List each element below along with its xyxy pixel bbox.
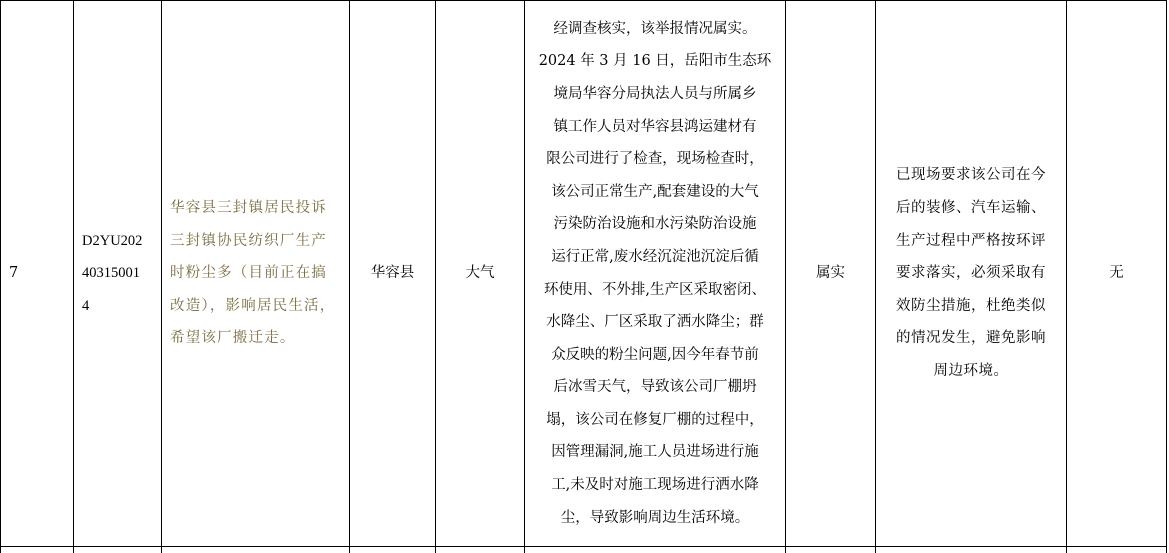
investigation-line: 经调查核实，该举报情况属实。 <box>533 13 777 46</box>
empty-cell <box>786 547 876 553</box>
investigation-line: 限公司进行了检查，现场检查时， <box>533 143 777 176</box>
investigation-line: 2024 年 3 月 16 日，岳阳市生态环 <box>533 45 777 78</box>
investigation-line: 该公司正常生产,配套建设的大气 <box>533 176 777 209</box>
complaint-line: 改造），影响居民生活， <box>170 290 341 323</box>
investigation-line: 众反映的粉尘问题,因今年春节前 <box>533 339 777 372</box>
investigation-line: 因管理漏洞,施工人员进场进行施 <box>533 436 777 469</box>
table-row-partial <box>1 547 1167 553</box>
measure-line: 要求落实，必须采取有 <box>884 257 1058 290</box>
complaint-content-cell <box>162 1 350 547</box>
investigation-line: 后冰雪天气，导致该公司厂棚坍 <box>533 371 777 404</box>
investigation-cell <box>525 1 786 547</box>
measure-line: 的情况发生，避免影响 <box>884 322 1058 355</box>
investigation-line: 污染防治设施和水污染防治设施 <box>533 208 777 241</box>
pollution-category: 大气 <box>466 265 495 281</box>
investigation-line: 工,未及时对施工现场进行洒水降 <box>533 469 777 502</box>
empty-cell <box>525 547 786 553</box>
empty-cell <box>876 547 1067 553</box>
measure-line: 后的装修、汽车运输、 <box>884 192 1058 225</box>
accountability: 无 <box>1109 265 1124 281</box>
case-code-line: 40315001 <box>82 257 153 290</box>
measure-line: 周边环境。 <box>884 355 1058 388</box>
county: 华容县 <box>371 265 415 281</box>
measures-cell <box>876 1 1067 547</box>
row-index-cell <box>1 1 74 547</box>
complaint-line: 希望该厂搬迁走。 <box>170 322 341 355</box>
measure-line: 生产过程中严格按环评 <box>884 225 1058 258</box>
case-code-line: D2YU202 <box>82 225 153 258</box>
empty-cell <box>74 547 162 553</box>
case-code-line: 4 <box>82 290 153 323</box>
empty-cell <box>1 547 74 553</box>
table-row <box>1 1 1167 547</box>
complaint-line: 三封镇协民纺织厂生产 <box>170 225 341 258</box>
complaint-line: 华容县三封镇居民投诉 <box>170 192 341 225</box>
investigation-line: 尘，导致影响周边生活环境。 <box>533 502 777 535</box>
category-cell <box>436 1 525 547</box>
empty-cell <box>1067 547 1167 553</box>
investigation-line: 镇工作人员对华容县鸿运建材有 <box>533 111 777 144</box>
investigation-line: 境局华容分局执法人员与所属乡 <box>533 78 777 111</box>
case-code-cell <box>74 1 162 547</box>
row-index: 7 <box>9 265 18 281</box>
verdict: 属实 <box>816 265 845 281</box>
empty-cell <box>162 547 350 553</box>
complaint-line: 时粉尘多（目前正在搞 <box>170 257 341 290</box>
investigation-line: 水降尘、厂区采取了洒水降尘；群 <box>533 306 777 339</box>
measure-line: 效防尘措施，杜绝类似 <box>884 290 1058 323</box>
investigation-line: 塌，该公司在修复厂棚的过程中， <box>533 404 777 437</box>
investigation-line: 运行正常,废水经沉淀池沉淀后循 <box>533 241 777 274</box>
verdict-cell <box>786 1 876 547</box>
accountability-cell <box>1067 1 1167 547</box>
empty-cell <box>436 547 525 553</box>
empty-cell <box>350 547 436 553</box>
measure-line: 已现场要求该公司在今 <box>884 159 1058 192</box>
investigation-line: 环使用、不外排,生产区采取密闭、 <box>533 274 777 307</box>
county-cell <box>350 1 436 547</box>
